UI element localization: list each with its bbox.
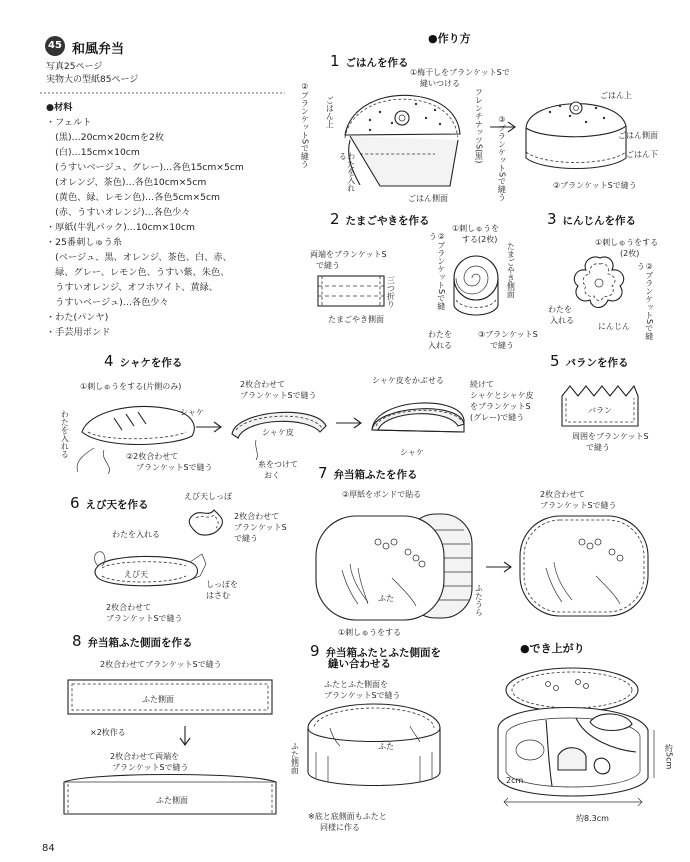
step-5-note: バラン xyxy=(588,406,612,415)
step-3-title: 3 にんじんを作る xyxy=(547,210,637,228)
pattern-ref: 実物大の型紙85ページ xyxy=(46,75,139,85)
lid-finished-illustration xyxy=(516,512,656,622)
step-1-note: 縫いつける xyxy=(420,79,460,88)
material-item: ・厚紙(牛乳パック)…10cm×10cm xyxy=(46,222,195,233)
lid-front-illustration xyxy=(312,512,452,627)
step-8-title: 8 弁当箱ふた側面を作る xyxy=(72,632,193,650)
step-4-note: ブランケットSで縫う xyxy=(136,463,213,472)
step-4-note: 2枚合わせて xyxy=(240,380,286,389)
step-4-note: シャケ皮 xyxy=(262,428,294,437)
finished-dimension: 2cm xyxy=(506,776,524,785)
step-3-note: ②ブランケットSで縫う xyxy=(636,262,654,341)
lid-side-ring-illustration xyxy=(60,770,280,820)
finished-dimension: 約5cm xyxy=(664,744,674,770)
step-6-note: えび天 xyxy=(124,570,148,579)
step-2-note: たまごやき側面 xyxy=(506,242,516,298)
salmon-finished-illustration xyxy=(368,388,468,448)
step-3-note: にんじん xyxy=(598,322,630,331)
step-2-note: で縫う xyxy=(490,341,514,350)
step-1-note: ごはん下 xyxy=(626,150,658,159)
step-7-title: 7 弁当箱ふたを作る xyxy=(318,464,418,482)
step-8-note: ×2枚作る xyxy=(90,728,126,737)
step-9-note: 同様に作る xyxy=(320,823,360,832)
step-1-note: ごはん上 xyxy=(325,96,335,128)
step-1-title: 1 ごはんを作る xyxy=(330,52,409,70)
page-number: 84 xyxy=(42,843,55,854)
tamagoyaki-illustration xyxy=(448,248,508,328)
step-1-note: ごはん側面 xyxy=(618,131,658,140)
arrow-down xyxy=(178,726,192,748)
step-1-note: ごはん上 xyxy=(600,91,632,100)
tamagoyaki-strip-illustration xyxy=(316,274,396,310)
header-divider xyxy=(40,92,290,96)
step-9-note: ブランケットSで縫う xyxy=(324,691,401,700)
step-1-note: わたを入れる xyxy=(338,152,356,192)
step-2-note: ③ブランケットS xyxy=(478,330,538,339)
step-6-note: 2枚合わせて xyxy=(234,512,280,521)
step-2-note: たまごやき側面 xyxy=(328,315,384,324)
step-4-note: (グレー)で縫う xyxy=(470,413,525,422)
step-6-note: しっぽを xyxy=(206,580,238,589)
step-4-note: をブランケットS xyxy=(470,402,531,411)
step-2-note: 入れる xyxy=(428,341,452,350)
step-4-note: おく xyxy=(264,471,280,480)
arrow xyxy=(486,560,516,574)
step-7-note: 2枚合わせて xyxy=(540,490,586,499)
step-7-note: ふたうら xyxy=(474,584,484,616)
photo-ref: 写真25ページ xyxy=(46,62,103,72)
step-7-note: ②厚紙をボンドで貼る xyxy=(342,490,422,499)
step-3-note: わたを xyxy=(548,305,572,314)
step-4-note: ①刺しゅうをする(片側のみ) xyxy=(80,382,182,391)
step-6-note: 2枚合わせて xyxy=(106,603,152,612)
step-1-note: ①梅干しをブランケットSで xyxy=(410,68,510,77)
step-4-title: 4 シャケを作る xyxy=(104,352,183,370)
step-2-title: 2 たまごやきを作る xyxy=(330,210,430,228)
step-3-note: 入れる xyxy=(550,316,574,325)
step-9-title: 9 弁当箱ふたとふた側面を xyxy=(310,642,442,660)
step-7-note: ふた xyxy=(378,594,394,603)
material-item: (黒)…20cm×20cmを2枚 xyxy=(46,132,165,143)
material-item: うすいベージュ)…各色少々 xyxy=(46,297,169,308)
step-8-note: ふた側面 xyxy=(142,695,174,704)
step-1-note: ごはん側面 xyxy=(408,194,448,203)
step-4-note: わたを入れる xyxy=(60,410,70,458)
material-item: ・フェルト xyxy=(46,117,92,128)
step-6-note: で縫う xyxy=(234,534,258,543)
step-5-title: 5 バランを作る xyxy=(550,352,629,370)
finished-heading: ●でき上がり xyxy=(520,642,585,655)
rice-open-illustration xyxy=(340,88,484,200)
step-6-note: えび天しっぽ xyxy=(184,492,232,501)
step-6-note: わたを入れる xyxy=(112,530,160,539)
step-4-note: 続けて xyxy=(470,380,494,389)
page-number-badge: 45 xyxy=(45,36,65,56)
material-item: (オレンジ、茶色)…各色10cm×5cm xyxy=(46,177,207,188)
materials-heading: ●材料 xyxy=(46,102,73,113)
step-2-note: する(2枚) xyxy=(462,235,498,244)
lid-assembled-illustration xyxy=(300,698,450,798)
material-item: (ベージュ、黒、オレンジ、茶色、白、赤、 xyxy=(46,252,232,263)
step-9-note: ふた側面 xyxy=(290,742,300,774)
step-8-note: 2枚合わせて両端を xyxy=(110,752,180,761)
step-9-note: ※底と底側面もふたと xyxy=(308,812,387,821)
material-item: 緑、グレー、レモン色、うすい紫、朱色、 xyxy=(46,267,230,278)
material-item: (赤、うすいオレンジ)…各色少々 xyxy=(46,207,191,218)
step-1-note: フレンチナッツS(黒) xyxy=(474,88,484,164)
carrot-flower-illustration xyxy=(566,252,636,312)
arrow xyxy=(196,420,226,434)
step-1-note: ②ブランケットSで縫う xyxy=(300,82,310,169)
step-4-note: 糸をつけて xyxy=(258,460,298,469)
finished-dimension: 約8.3cm xyxy=(576,814,609,823)
step-9-title-line-2: 縫い合わせる xyxy=(328,658,391,670)
step-8-note: ふた側面 xyxy=(156,796,188,805)
step-5-note: 周囲をブランケットS xyxy=(572,432,649,441)
howto-heading: ●作り方 xyxy=(428,32,471,45)
step-9-note: ふたとふた側面を xyxy=(324,680,388,689)
shrimp-tail-illustration xyxy=(186,506,230,542)
material-item: (白)…15cm×10cm xyxy=(46,147,140,158)
material-item: (黄色、緑、レモン色)…各色5cm×5cm xyxy=(46,192,220,203)
arrow xyxy=(336,416,366,430)
step-7-note: ブランケットSで縫う xyxy=(540,501,617,510)
step-4-note: シャケ皮をかぶせる xyxy=(372,376,444,385)
step-1-note: ③ブランケットSで縫う xyxy=(497,115,507,202)
step-2-note: わたを xyxy=(428,330,452,339)
step-4-note: シャケとシャケ皮 xyxy=(470,391,534,400)
material-item: ・わた(パンヤ) xyxy=(46,312,109,323)
step-4-note: ブランケットSで縫う xyxy=(240,391,317,400)
material-item: (うすいベージュ、グレー)…各色15cm×5cm xyxy=(46,162,244,173)
finished-bento-illustration xyxy=(486,660,666,810)
step-7-note: ①刺しゅうをする xyxy=(338,628,402,637)
step-2-note: 三つ折り xyxy=(386,276,396,308)
page-title: 和風弁当 xyxy=(72,42,125,57)
step-8-note: ブランケットSで縫う xyxy=(112,763,189,772)
step-6-note: ブランケットS xyxy=(234,523,287,532)
step-3-note: ①刺しゅうをする xyxy=(595,238,659,247)
material-item: ・手芸用ボンド xyxy=(46,327,111,338)
step-1-note: ②ブランケットSで縫う xyxy=(553,181,637,190)
step-4-note: ②2枚合わせて xyxy=(126,452,179,461)
step-8-note: 2枚合わせてブランケットSで縫う xyxy=(100,660,222,669)
step-6-note: ブランケットSで縫う xyxy=(106,614,183,623)
step-9-note: ふた xyxy=(378,742,394,751)
step-6-note: はさむ xyxy=(206,591,230,600)
step-2-note: 両端をブランケットS xyxy=(310,250,387,259)
step-2-note: ①刺しゅうを xyxy=(452,224,500,233)
step-2-note: で縫う xyxy=(316,261,340,270)
step-3-note: (2枚) xyxy=(620,249,640,258)
step-5-note: で縫う xyxy=(586,443,610,452)
step-2-note: ②ブランケットSで縫う xyxy=(428,232,446,311)
material-item: うすいオレンジ、オフホワイト、黄緑、 xyxy=(46,282,218,293)
ebiten-illustration xyxy=(90,546,210,596)
step-4-note: シャケ xyxy=(180,408,204,417)
arrow xyxy=(490,120,520,134)
step-4-note: シャケ xyxy=(400,448,424,457)
step-6-title: 6 えび天を作る xyxy=(70,494,149,512)
material-item: ・25番刺しゅう糸 xyxy=(46,237,123,248)
